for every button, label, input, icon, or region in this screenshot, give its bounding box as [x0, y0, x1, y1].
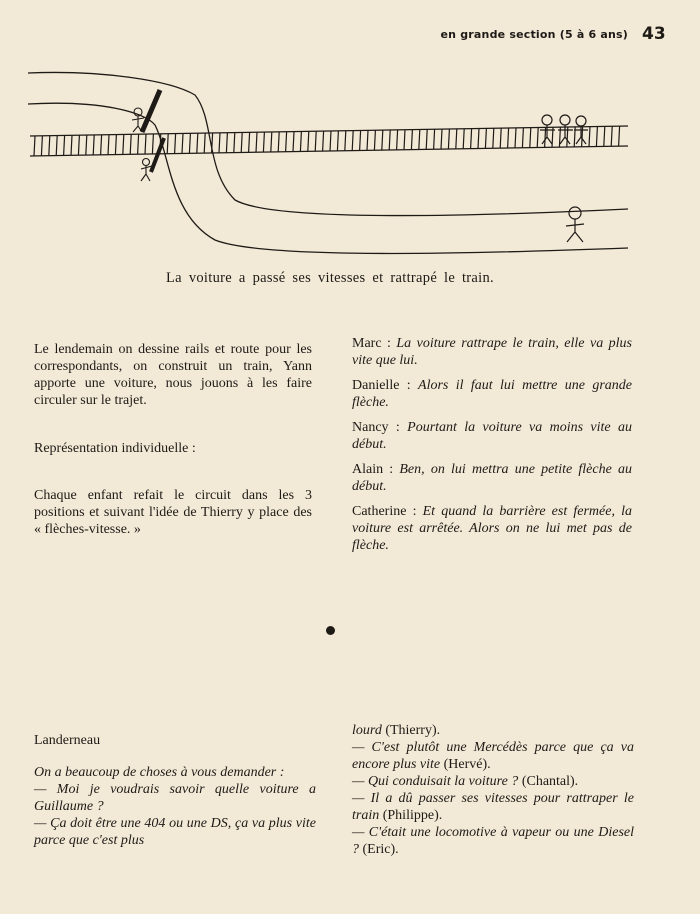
landerneau-intro: On a beaucoup de choses à vous demander : — [34, 765, 285, 780]
rail-tie — [300, 131, 301, 151]
rail-tie — [78, 135, 79, 155]
rail-tie — [293, 132, 294, 152]
speaker: Marc : — [352, 336, 391, 351]
rail-tie — [515, 128, 516, 148]
rail-tie — [604, 126, 605, 146]
rail-tie — [101, 135, 102, 155]
rail-tie — [86, 135, 87, 155]
speaker: Nancy : — [352, 420, 400, 435]
landerneau-line: — C'était une locomotive à vapeur ou une Diesel ? — [352, 825, 634, 857]
rail-tie — [71, 135, 72, 155]
rail-tie — [463, 129, 464, 149]
rail-tie — [315, 131, 316, 151]
rail-tie — [596, 127, 597, 147]
paragraph-heading: Représentation individuelle : — [34, 441, 196, 456]
rail-tie — [434, 129, 435, 149]
attribution: (Hervé). — [443, 757, 491, 772]
rail-tie — [448, 129, 449, 149]
rail-tie — [611, 126, 612, 146]
rail-tie — [337, 131, 338, 151]
speaker: Alain : — [352, 462, 394, 477]
dialogue-line — [352, 377, 632, 411]
rail-tie — [167, 134, 168, 154]
section-separator-dot — [326, 626, 335, 635]
landerneau-line: — Qui conduisait la voiture ? — [352, 774, 519, 789]
rail-tie — [182, 133, 183, 153]
train-figures — [540, 115, 588, 144]
rail-tie — [374, 130, 375, 150]
dialogue-line — [352, 335, 632, 369]
rail-tie — [41, 136, 42, 156]
rail-tie — [204, 133, 205, 153]
road-lower-edge — [28, 103, 628, 253]
rail-tie — [493, 128, 494, 148]
utterance: Pourtant la voiture va moins vite au début. — [352, 420, 632, 452]
page-number: 43 — [642, 24, 666, 44]
rail-tie — [226, 133, 227, 153]
speaker: Catherine : — [352, 504, 417, 519]
attribution: (Thierry). — [385, 723, 441, 738]
rail-tie — [49, 136, 50, 156]
rail-tie — [508, 128, 509, 148]
section-title: en grande section (5 à 6 ans) — [440, 28, 628, 41]
rail-tie — [397, 130, 398, 150]
rail-tie — [619, 126, 620, 146]
rail-tie — [286, 132, 287, 152]
rail-tie — [345, 131, 346, 151]
rail-tie — [478, 129, 479, 149]
rail-tie — [522, 128, 523, 148]
rail-tie — [589, 127, 590, 147]
rail-tie — [263, 132, 264, 152]
figure-caption: La voiture a passé ses vitesses et rattrapé le train. — [166, 270, 494, 286]
utterance: Et quand la barrière est fermée, la voiture est arrêtée. Alors on ne lui met pas de flèche. — [352, 504, 633, 553]
page-header — [440, 24, 666, 44]
rail-tie — [278, 132, 279, 152]
landerneau-continued — [352, 722, 634, 858]
landerneau-question: — Ça doit être une 404 ou une DS, ça va plus vite parce que c'est plus — [34, 816, 316, 848]
paragraph-circuit: Chaque enfant refait le circuit dans les 3 positions et suivant l'idée de Thierry y place des « flèches-vitesse. » — [34, 488, 312, 537]
landerneau-title: Landerneau — [34, 733, 101, 748]
dialogue-line — [352, 419, 632, 453]
rail-tie — [367, 130, 368, 150]
dialogue-column — [352, 335, 632, 562]
rail-bottom — [30, 146, 628, 156]
rail-tie — [130, 134, 131, 154]
rail-tie — [34, 136, 35, 156]
rail-tie — [123, 134, 124, 154]
speaker: Danielle : — [352, 378, 411, 393]
rail-tie — [389, 130, 390, 150]
rail-tie — [382, 130, 383, 150]
landerneau-continuation: lourd — [352, 723, 382, 738]
rail-tie — [175, 134, 176, 154]
rail-tie — [537, 128, 538, 148]
rail-tie — [108, 135, 109, 155]
rail-tie — [330, 131, 331, 151]
rail-tie — [115, 135, 116, 155]
rail-tie — [323, 131, 324, 151]
paragraph-intro: Le lendemain on dessine rails et route pour les correspondants, on construit un train, Yann apporte une voiture, nous jouons à les faire circuler sur le trajet. — [34, 342, 312, 408]
rail-tie — [271, 132, 272, 152]
rail-tie — [404, 130, 405, 150]
car-figure — [566, 207, 584, 242]
rail-tie — [197, 133, 198, 153]
rail-tie — [471, 129, 472, 149]
rail-tie — [219, 133, 220, 153]
landerneau-column — [34, 732, 316, 849]
utterance: Alors il faut lui mettre une grande flèche. — [352, 378, 632, 410]
rail-tie — [500, 128, 501, 148]
dialogue-line — [352, 461, 632, 495]
landerneau-line: — C'est plutôt une Mercédès parce que ça va encore plus vite — [352, 740, 634, 772]
rail-tie — [485, 128, 486, 148]
road-upper-edge — [28, 72, 628, 215]
attribution: (Philippe). — [382, 808, 443, 823]
rail-tie — [56, 136, 57, 156]
rail-tie — [189, 133, 190, 153]
rail-tie — [411, 130, 412, 150]
rail-tie — [64, 135, 65, 155]
attribution: (Eric). — [362, 842, 399, 857]
rail-tie — [138, 134, 139, 154]
rail-tie — [419, 129, 420, 149]
rail-tie — [234, 133, 235, 153]
rail-tie — [530, 128, 531, 148]
rail-road-drawing — [20, 60, 640, 260]
landerneau-line: — Il a dû passer ses vitesses pour rattraper le train — [352, 791, 634, 823]
rail-tie — [308, 131, 309, 151]
rail-tie — [249, 132, 250, 152]
rail-tie — [93, 135, 94, 155]
rail-tie — [456, 129, 457, 149]
barrier-upper — [142, 90, 160, 132]
rail-tie — [241, 132, 242, 152]
rail-tie — [426, 129, 427, 149]
rail-tie — [352, 131, 353, 151]
utterance: Ben, on lui mettra une petite flèche au début. — [352, 462, 633, 494]
dialogue-line — [352, 503, 632, 554]
rail-tie — [256, 132, 257, 152]
rail-tie — [441, 129, 442, 149]
rail-tie — [360, 130, 361, 150]
attribution: (Chantal). — [521, 774, 579, 789]
landerneau-question: — Moi je voudrais savoir quelle voiture a Guillaume ? — [34, 782, 316, 814]
left-column — [34, 341, 312, 538]
rail-tie — [145, 134, 146, 154]
utterance: La voiture rattrape le train, elle va plus vite que lui. — [352, 336, 632, 368]
rail-tie — [152, 134, 153, 154]
